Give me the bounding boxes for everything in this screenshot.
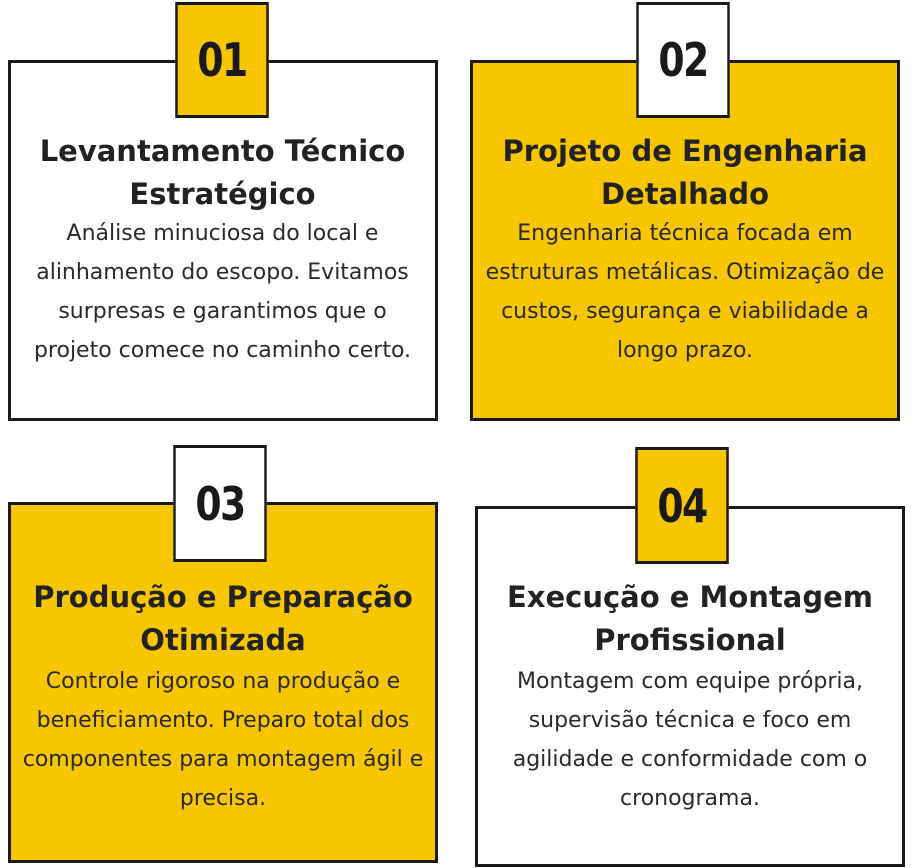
step-title-1: Levantamento Técnico Estratégico <box>39 134 406 211</box>
step-title-2: Projeto de Engenharia Detalhado <box>502 134 868 211</box>
step-number-badge-4: 04 <box>635 447 728 564</box>
step-number-badge-1: 01 <box>175 2 268 118</box>
step-title-3: Produção e Preparação Otimizada <box>33 580 413 657</box>
step-number-badge-2: 02 <box>636 2 729 118</box>
step-description-3: Controle rigoroso na produção e beneficiamento. Preparo total dos componentes para montagem ágil e precisa. <box>22 669 424 811</box>
step-description-1: Análise minuciosa do local e alinhamento do escopo. Evitamos surpresas e garantimos que o projeto comece no caminho certo. <box>33 221 412 363</box>
step-number-badge-3: 03 <box>173 445 266 562</box>
step-title-4: Execução e Montagem Profissional <box>506 580 874 657</box>
step-description-2: Engenharia técnica focada em estruturas metálicas. Otimização de custos, segurança e viabilidade a longo prazo. <box>485 221 885 363</box>
step-description-4: Montagem com equipe própria, supervisão técnica e foco em agilidade e conformidade com o cronograma. <box>512 669 868 811</box>
